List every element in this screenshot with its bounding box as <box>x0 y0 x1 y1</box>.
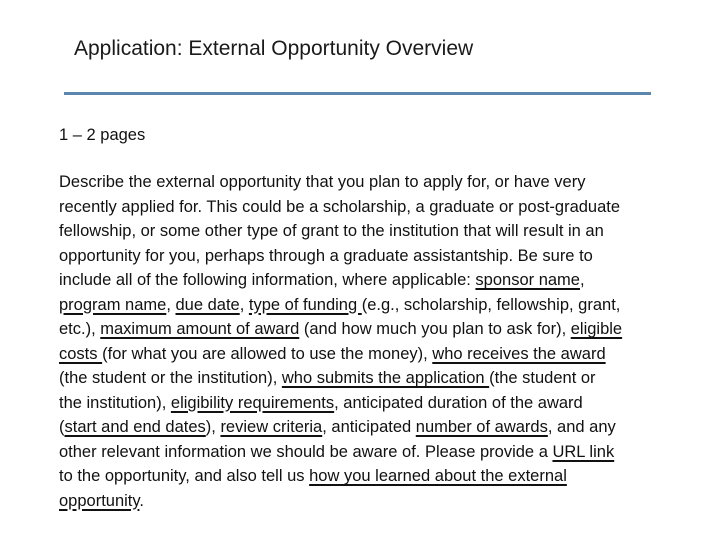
text-run: (for what you are allowed to use the money), <box>102 344 433 363</box>
text-run: , anticipated <box>322 418 416 436</box>
text-run: other relevant information we should be aware of. Please provide a <box>59 442 553 461</box>
paragraph-line <box>59 391 699 416</box>
underlined-term: sponsor name <box>475 271 580 289</box>
text-run: ), <box>205 418 221 436</box>
text-run: , <box>166 295 176 314</box>
text-run: , <box>579 271 585 289</box>
paragraph-line <box>59 195 699 220</box>
paragraph-line <box>59 219 699 244</box>
text-run: etc.), <box>59 320 101 338</box>
text-run: (e.g., scholarship, fellowship, grant, <box>361 295 621 314</box>
underlined-term: due date <box>175 295 240 314</box>
paragraph-line <box>59 170 699 195</box>
text-run: . <box>139 491 145 510</box>
underlined-term: program name <box>59 295 167 314</box>
text-run: opportunity for you, perhaps through a graduate assistantship. Be sure to <box>59 246 593 265</box>
paragraph-line <box>59 342 699 367</box>
text-run: to the opportunity, and also tell us <box>59 467 310 485</box>
text-run: fellowship, or some other type of grant to the institution that will result in an <box>59 222 604 240</box>
paragraph-line <box>59 464 699 489</box>
underlined-term: URL link <box>552 442 615 461</box>
text-run: , <box>239 295 249 314</box>
underlined-term: start and end dates <box>64 418 206 436</box>
underlined-term: number of awards <box>415 418 548 436</box>
slide-title: Application: External Opportunity Overview <box>74 37 474 60</box>
text-run: (the student or <box>489 369 596 387</box>
instructions-paragraph <box>59 170 699 513</box>
text-run: Describe the external opportunity that you plan to apply for, or have very <box>59 173 586 191</box>
title-divider <box>64 92 651 95</box>
paragraph-line <box>59 317 699 342</box>
text-run: the institution), <box>59 393 171 412</box>
paragraph-line <box>59 268 699 293</box>
underlined-term: review criteria <box>220 418 323 436</box>
paragraph-line <box>59 440 699 465</box>
paragraph-line <box>59 415 699 440</box>
underlined-term: type of funding <box>248 295 362 314</box>
underlined-term: eligible <box>570 320 623 338</box>
underlined-term: who receives the award <box>432 344 606 363</box>
text-run: (the student or the institution), <box>59 369 282 387</box>
paragraph-line <box>59 489 699 514</box>
paragraph-line <box>59 244 699 269</box>
underlined-term: opportunity <box>59 491 140 510</box>
page-length-note: 1 – 2 pages <box>59 126 146 144</box>
underlined-term: eligibility requirements <box>170 393 335 412</box>
text-run: (and how much you plan to ask for), <box>299 320 571 338</box>
text-run: ( <box>59 418 65 436</box>
text-run: include all of the following information, where applicable: <box>59 271 476 289</box>
text-run: , anticipated duration of the award <box>334 393 583 412</box>
paragraph-line <box>59 293 699 318</box>
text-run: , and any <box>547 418 616 436</box>
underlined-term: maximum amount of award <box>100 320 300 338</box>
paragraph-line <box>59 366 699 391</box>
underlined-term: how you learned about the external <box>309 467 567 485</box>
underlined-term: who submits the application <box>281 369 490 387</box>
underlined-term: costs <box>59 344 103 363</box>
text-run: recently applied for. This could be a scholarship, a graduate or post-graduate <box>59 197 621 216</box>
